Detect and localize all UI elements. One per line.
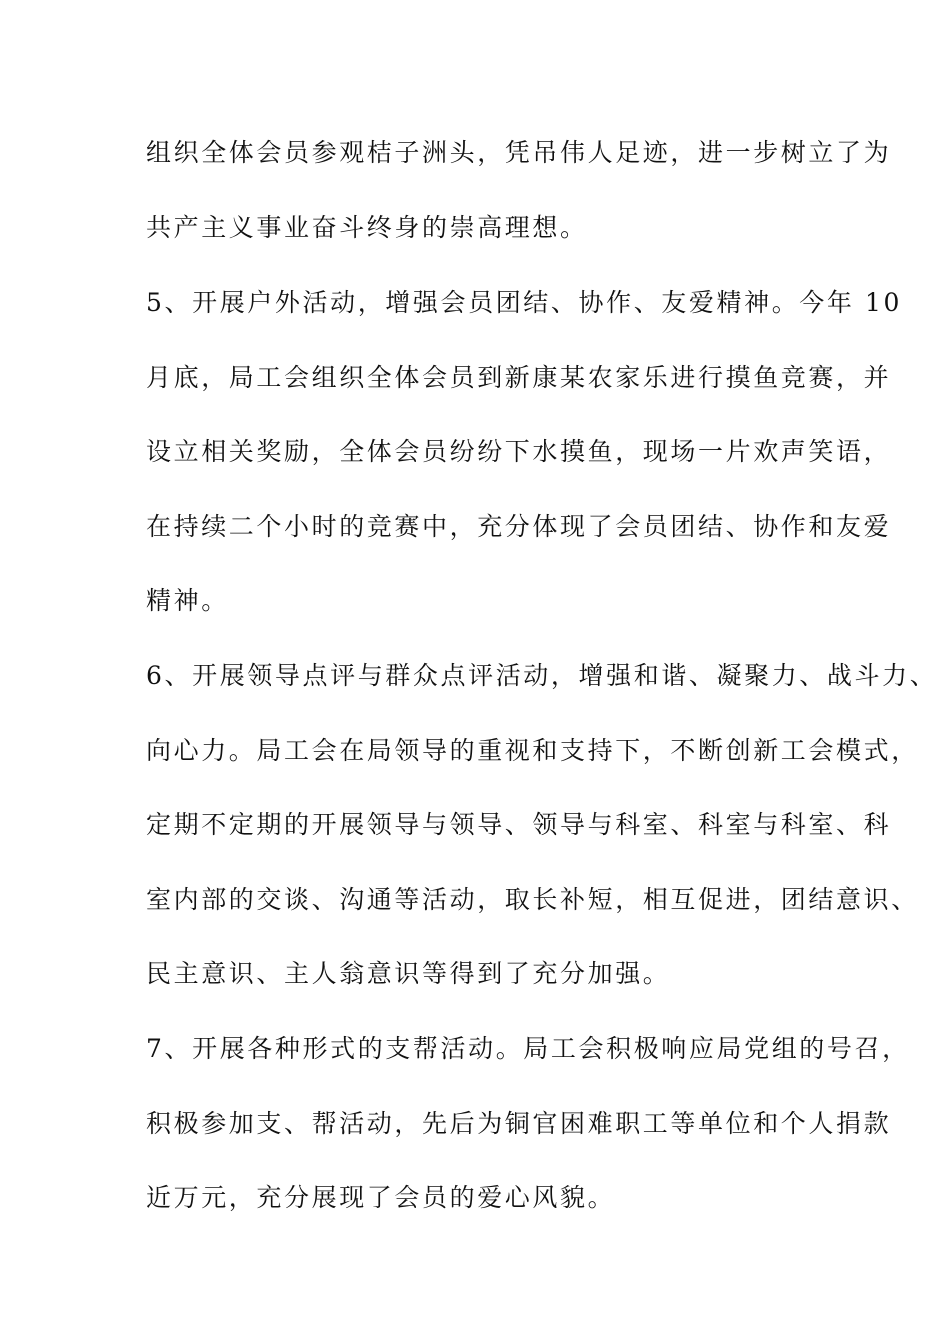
text-line: 7、开展各种形式的支帮活动。局工会积极响应局党组的号召，	[146, 1034, 910, 1063]
text-line: 近万元，充分展现了会员的爱心风貌。	[146, 1183, 616, 1212]
text-line: 设立相关奖励，全体会员纷纷下水摸鱼，现场一片欢声笑语，	[146, 437, 892, 466]
text-line: 定期不定期的开展领导与领导、领导与科室、科室与科室、科	[146, 810, 892, 839]
text-line: 组织全体会员参观桔子洲头，凭吊伟人足迹，进一步树立了为	[146, 138, 892, 167]
text-line: 在持续二个小时的竞赛中，充分体现了会员团结、协作和友爱	[146, 512, 892, 541]
text-line: 月底，局工会组织全体会员到新康某农家乐进行摸鱼竞赛，并	[146, 363, 892, 392]
text-line: 共产主义事业奋斗终身的崇高理想。	[146, 213, 588, 242]
text-line: 精神。	[146, 586, 229, 615]
text-line: 5、开展户外活动，增强会员团结、协作、友爱精神。今年 10	[146, 288, 903, 317]
text-line: 向心力。局工会在局领导的重视和支持下，不断创新工会模式，	[146, 736, 919, 765]
text-line: 室内部的交谈、沟通等活动，取长补短，相互促进，团结意识、	[146, 885, 919, 914]
text-line: 民主意识、主人翁意识等得到了充分加强。	[146, 959, 671, 988]
text-line: 6、开展领导点评与群众点评活动，增强和谐、凝聚力、战斗力、	[146, 661, 938, 690]
text-line: 积极参加支、帮活动，先后为铜官困难职工等单位和个人捐款	[146, 1109, 892, 1138]
